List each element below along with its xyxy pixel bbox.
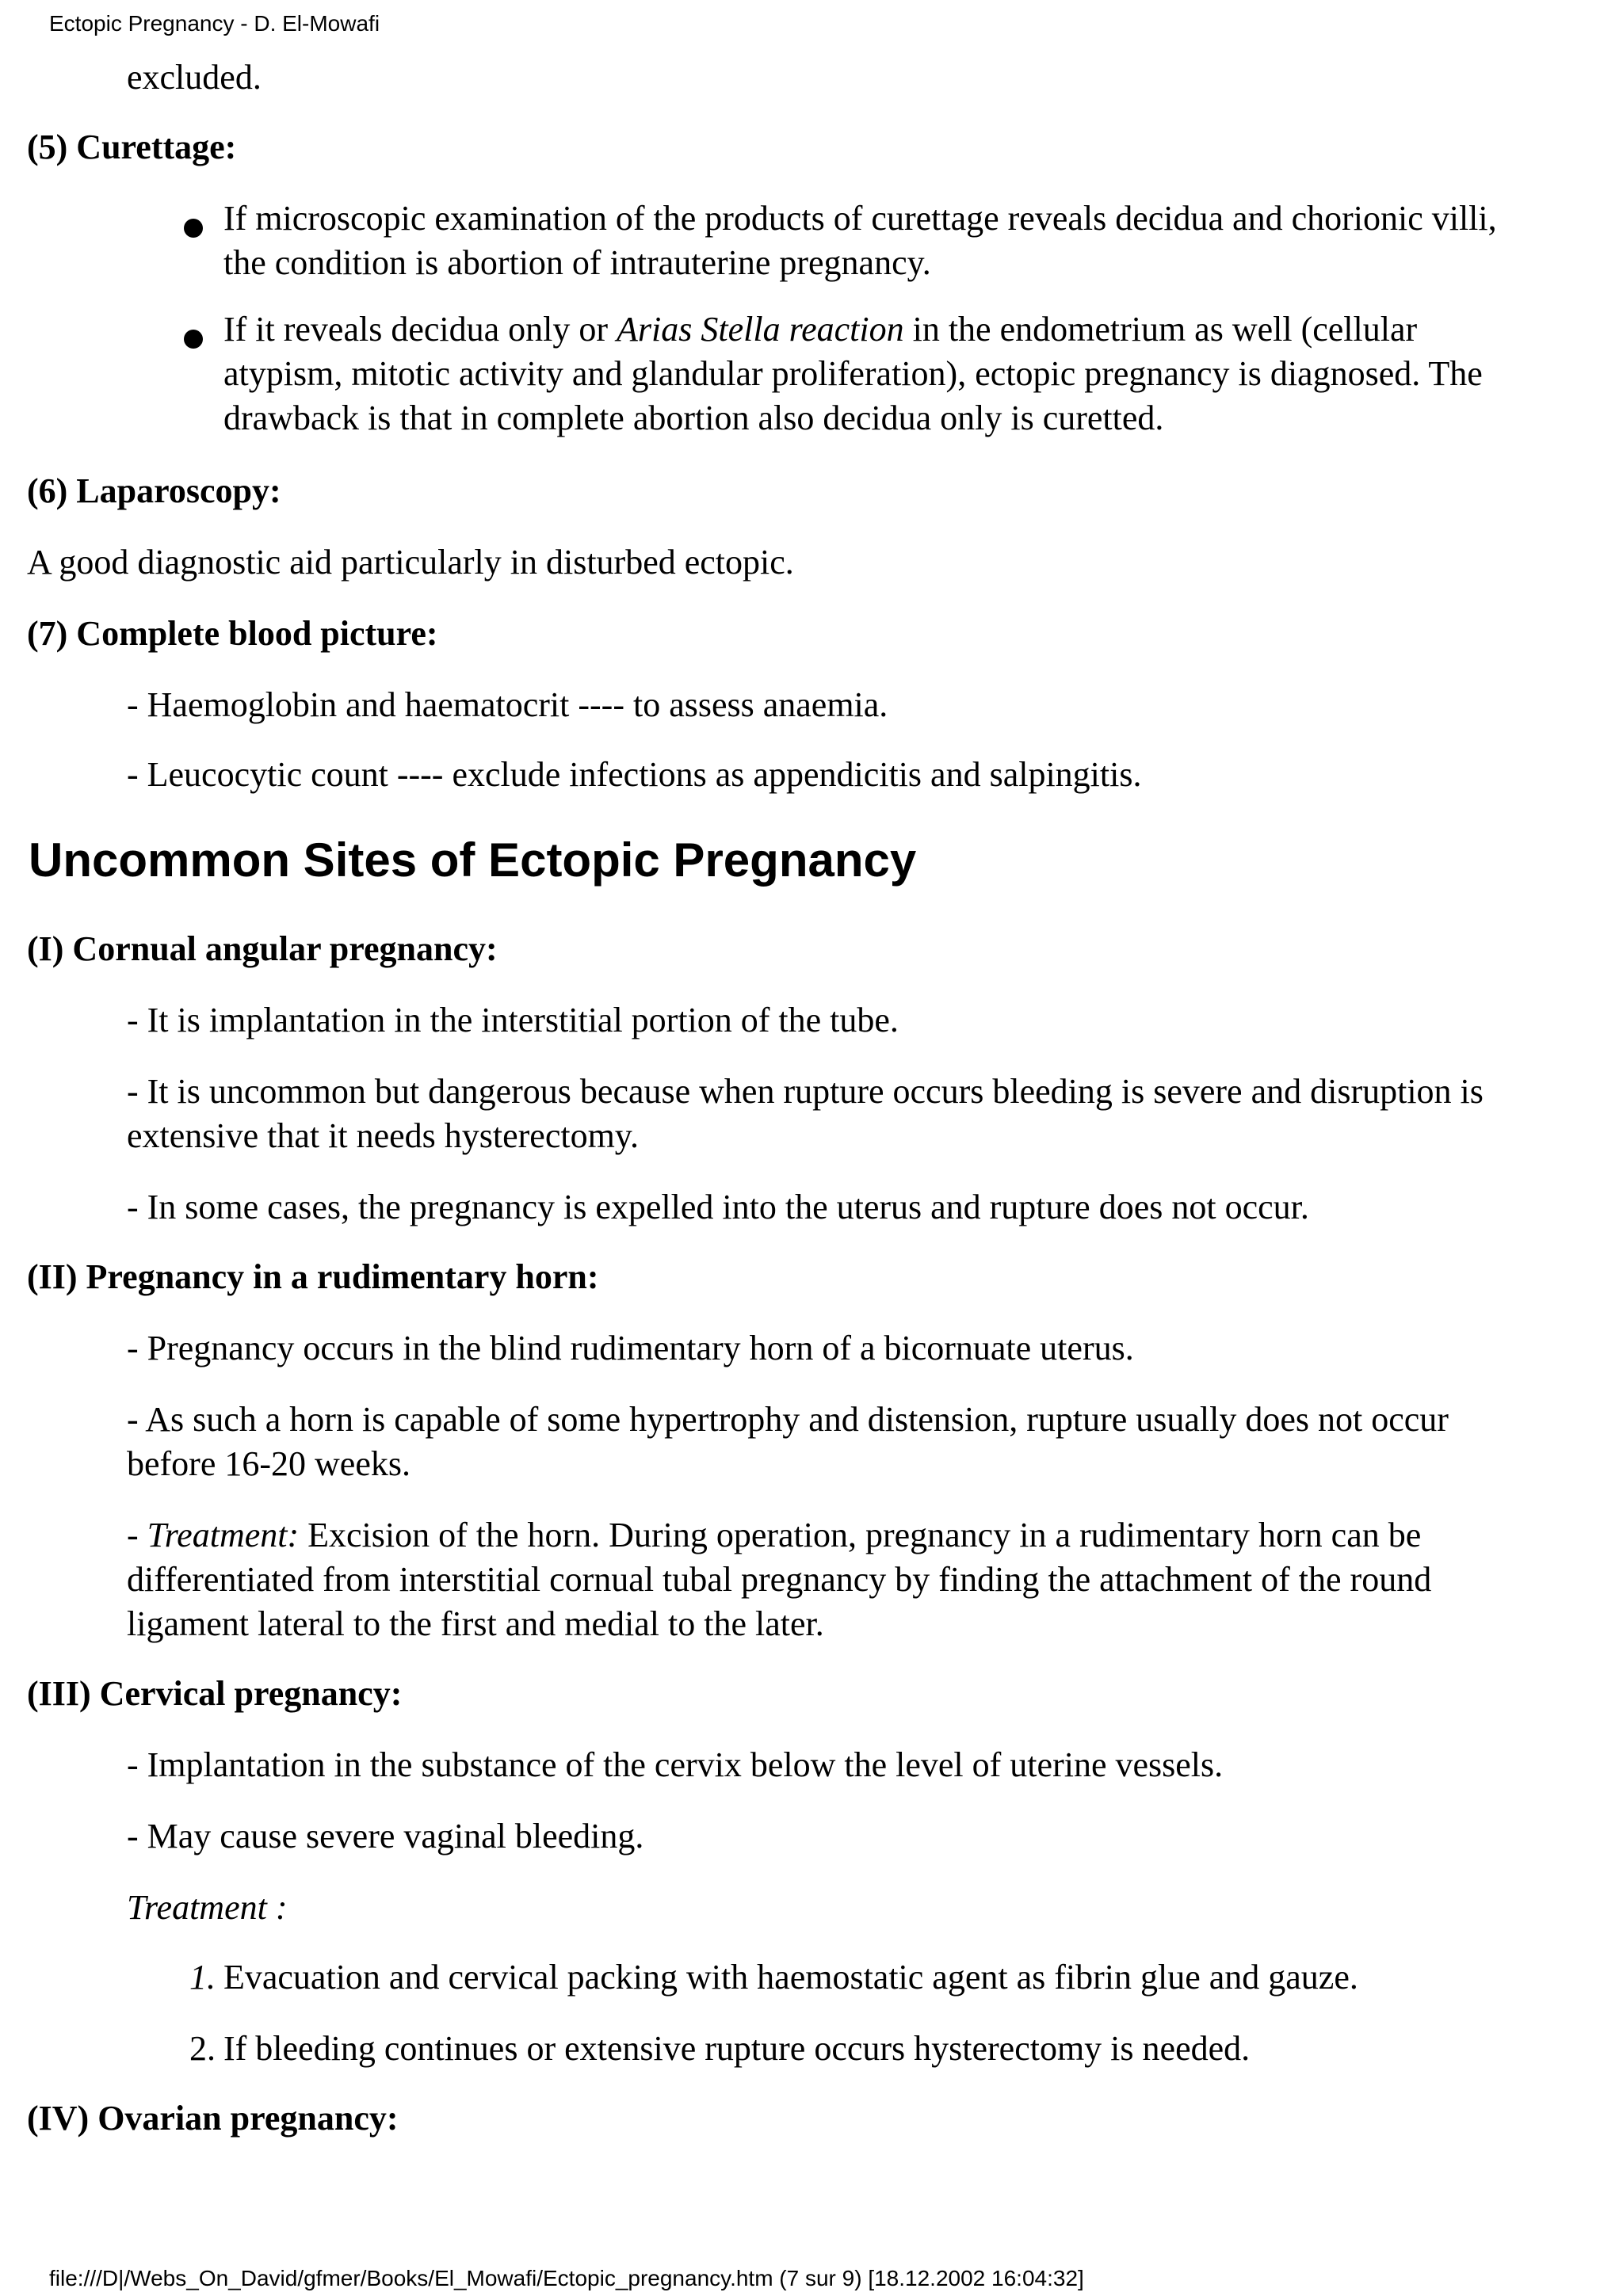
heading-cornual-pregnancy: (I) Cornual angular pregnancy: <box>27 929 498 968</box>
blood-picture-item-2: - Leucocytic count ---- exclude infections as appendicitis and salpingitis. <box>127 755 1142 794</box>
cervical-treatment-item-2: If bleeding continues or extensive rupture occurs hysterectomy is needed. <box>223 2029 1251 2068</box>
continuation-text: excluded. <box>127 58 262 97</box>
curettage-bullet-2-pre: If it reveals decidua only or <box>223 310 617 349</box>
cornual-para-1: - It is implantation in the interstitial portion of the tube. <box>127 1001 899 1039</box>
horn-para-2: - As such a horn is capable of some hypertrophy and distension, rupture usually does not occur before 16-20 weeks. <box>127 1400 1449 1483</box>
cornual-para-2: - It is uncommon but dangerous because when rupture occurs bleeding is severe and disruption is extensive that it needs hysterectomy. <box>127 1072 1484 1155</box>
cornual-para-3: - In some cases, the pregnancy is expelled into the uterus and rupture does not occur. <box>127 1188 1309 1226</box>
heading-cervical-pregnancy: (III) Cervical pregnancy: <box>27 1674 403 1713</box>
cervical-treatment-item-1: Evacuation and cervical packing with haemostatic agent as fibrin glue and gauze. <box>223 1958 1358 1997</box>
bullet-icon <box>184 219 203 238</box>
laparoscopy-text: A good diagnostic aid particularly in disturbed ectopic. <box>27 543 794 582</box>
heading-blood-picture: (7) Complete blood picture: <box>27 614 438 653</box>
heading-laparoscopy: (6) Laparoscopy: <box>27 471 281 510</box>
horn-para-3 <box>127 1513 1522 1646</box>
list-number: 1. <box>189 1958 216 1997</box>
heading-rudimentary-horn: (II) Pregnancy in a rudimentary horn: <box>27 1257 599 1296</box>
heading-ovarian-pregnancy: (IV) Ovarian pregnancy: <box>27 2099 399 2138</box>
curettage-bullet-2 <box>223 307 1539 441</box>
curettage-bullet-2-post: in the endometrium as well (cellular atypism, mitotic activity and glandular proliferation), ectopic pregnancy is diagnosed. The drawback is that in complete abortion also decidua only is curetted. <box>223 310 1483 437</box>
cervical-treatment-label-text: Treatment : <box>127 1888 288 1927</box>
bullet-icon <box>184 330 203 349</box>
page-header: Ectopic Pregnancy - D. El-Mowafi <box>49 11 380 36</box>
curettage-bullet-1: If microscopic examination of the products of curettage reveals decidua and chorionic villi, the condition is abortion of intrauterine pregnancy. <box>223 199 1497 282</box>
blood-picture-item-1: - Haemoglobin and haematocrit ---- to assess anaemia. <box>127 685 888 724</box>
heading-curettage: (5) Curettage: <box>27 128 237 166</box>
horn-para-1: - Pregnancy occurs in the blind rudimentary horn of a bicornuate uterus. <box>127 1329 1134 1367</box>
page-footer: file:///D|/Webs_On_David/gfmer/Books/El_Mowafi/Ectopic_pregnancy.htm (7 sur 9) [18.12.2002 16:04:32] <box>49 2266 1084 2290</box>
horn-treatment-text: Excision of the horn. During operation, pregnancy in a rudimentary horn can be differentiated from interstitial cornual tubal pregnancy by finding the attachment of the round ligament lateral to the first and medial to the later. <box>127 1516 1432 1643</box>
cervical-para-2: - May cause severe vaginal bleeding. <box>127 1817 644 1855</box>
arias-stella-term: Arias Stella reaction <box>617 310 904 349</box>
horn-treatment-label: - Treatment: <box>127 1516 300 1554</box>
cervical-para-1: - Implantation in the substance of the cervix below the level of uterine vessels. <box>127 1745 1224 1784</box>
section-title-uncommon-sites: Uncommon Sites of Ectopic Pregnancy <box>29 833 917 887</box>
cervical-treatment-label <box>127 1886 1522 1930</box>
list-number: 2. <box>189 2029 216 2068</box>
